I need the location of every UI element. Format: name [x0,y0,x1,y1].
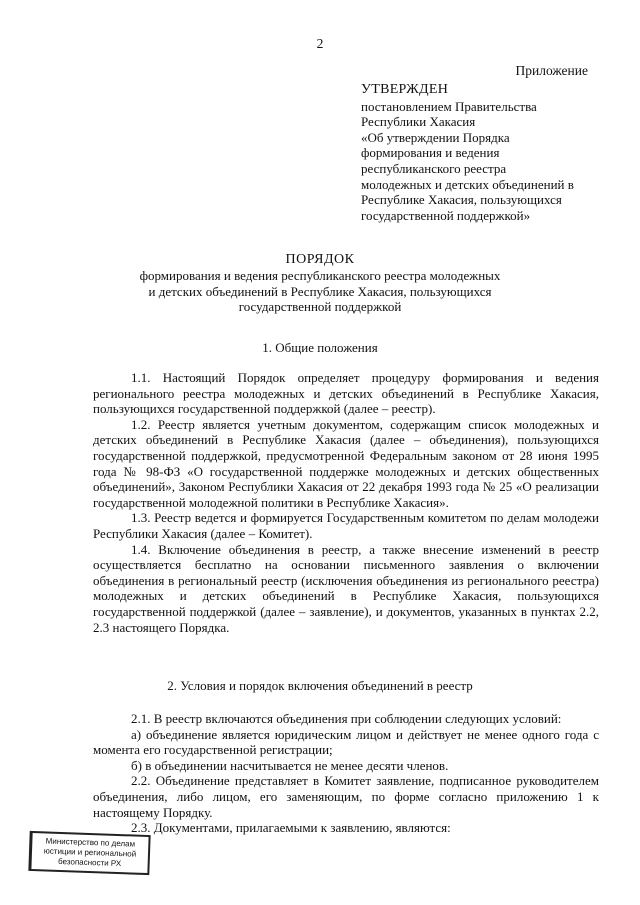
approval-line: республиканского реестра [361,160,507,176]
paragraph-1-3: 1.3. Реестр ведется и формируется Государственным комитетом по делам молодежи Республики Хакасия (далее – Комитет). [93,510,599,541]
paragraph-1-4: 1.4. Включение объединения в реестр, а также внесение изменений в реестр осуществляется бесплатно на основании письменного заявления о включении объединения в региональный реестр (исключения объединения из регионального реестра) молодежных и детских объединений в Республике Хакасия, пользующихся государственной поддержкой (далее – заявление), и документов, указанных в пунктах 2.2, 2.3 настоящего Порядка. [93,541,599,635]
condition-a: а) объединение является юридическим лицом и действует не менее одного года с момента его государственной регистрации; [93,726,599,758]
document-subtitle [0,268,640,315]
paragraph-1-2: 1.2. Реестр является учетным документом, содержащим список молодежных и детских объединений в Республике Хакасия (далее – объединения), пользующихся государственной поддержкой, предусмотренной Федеральным законом от 28 июня 1995 года № 98-ФЗ «О государственной поддержке молодежных и детских общественных объединений», Законом Республики Хакасия от 22 декабря 1993 года № 25 «О реализации государственной молодежной политики в Республике Хакасия». [93,416,599,510]
approval-line: Республики Хакасия [361,114,476,130]
section-2-body [93,711,599,836]
subtitle-line: государственной поддержкой [238,299,402,315]
approval-block [361,82,601,223]
stamp-line: безопасности РХ [57,856,122,869]
approval-line: государственной поддержкой» [361,207,531,223]
paragraph-2-3: 2.3. Документами, прилагаемыми к заявлению, являются: [131,820,451,836]
appendix-label: Приложение [515,63,588,78]
approval-line: постановлением Правительства [361,98,537,114]
subtitle-line: и детских объединений в Республике Хакасия, пользующихся [148,283,492,299]
subtitle-line: формирования и ведения республиканского реестра молодежных [139,268,501,283]
approval-line: формирования и ведения [361,145,500,161]
paragraph-1-1: 1.1. Настоящий Порядок определяет процедуру формирования и ведения регионального реестра молодежных и детских объединений в Республике Хакасия, пользующихся государственной поддержкой (далее – реестр). [93,370,599,417]
section-1-heading: 1. Общие положения [262,340,378,355]
approval-line: «Об утверждении Порядка [361,129,510,145]
document-title: ПОРЯДОК [285,252,355,267]
paragraph-2-2: 2.2. Объединение представляет в Комитет заявление, подписанное руководителем объединения, либо лицом, его заменяющим, по форме согласно приложению 1 к настоящему Порядку. [93,773,599,820]
stamp-line: юстиции и региональной [43,846,137,859]
registration-stamp [28,831,150,875]
paragraph-2-1: 2.1. В реестр включаются объединения при соблюдении следующих условий: [131,711,562,726]
approval-line: молодежных и детских объединений в [361,176,574,192]
stamp-line: Министерство по делам [45,836,136,849]
page-number: 2 [316,36,324,51]
section-1-body [93,370,599,635]
approval-heading: УТВЕРЖДЕН [361,82,449,97]
section-2-heading: 2. Условия и порядок включения объединений в реестр [167,678,473,693]
condition-b: б) в объединении насчитывается не менее десяти членов. [131,757,449,773]
approval-line: Республике Хакасия, пользующихся [361,192,562,208]
